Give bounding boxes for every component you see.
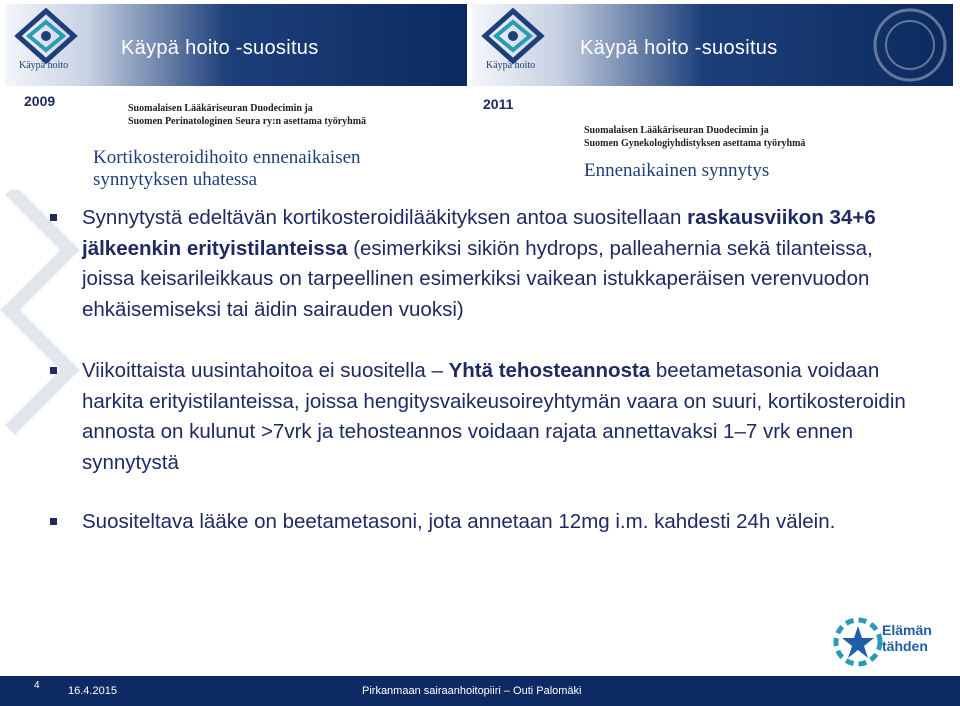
recommendation-title-2011: Ennenaikainen synnytys <box>584 160 770 181</box>
banner-2011 <box>472 4 953 86</box>
footer-organization: Pirkanmaan sairaanhoitopiiri – Outi Palomäki <box>362 685 582 697</box>
bullet-text: Synnytystä edeltävän kortikosteroidilääkityksen antoa suositellaan <box>82 206 682 229</box>
bullet-list <box>48 203 928 538</box>
duodecim-seal-icon <box>871 6 949 84</box>
society-line: Suomen Gynekologiyhdistyksen asettama työryhmä <box>584 138 806 149</box>
bullet-text: Viikoittaista uusintahoitoa ei suositella – <box>82 359 443 382</box>
bullet-square-icon <box>50 367 57 374</box>
banner-title: Käypä hoito -suositus <box>121 37 319 59</box>
bullet-text: Suositeltava lääke on beetametasoni, jota annetaan 12mg i.m. kahdesti 24h välein. <box>82 510 836 533</box>
elaman-tahden-logo <box>826 614 956 670</box>
footer-bar <box>0 676 960 706</box>
society-line: Suomalaisen Lääkäriseuran Duodecimin ja <box>128 103 313 114</box>
brand-line: tähden <box>882 638 928 654</box>
footer-date: 16.4.2015 <box>68 685 117 697</box>
logo-text: Käypä hoito <box>486 60 536 71</box>
society-line: Suomalaisen Lääkäriseuran Duodecimin ja <box>584 125 769 136</box>
year-2009: 2009 <box>24 93 56 109</box>
bullet-item <box>48 507 928 538</box>
brand-line: Elämän <box>882 622 932 638</box>
slide-number: 4 <box>34 680 40 691</box>
bullet-bold-text: raskausviikon 34+6 jälkeenkin erityistilanteissa <box>82 206 876 260</box>
title-line: synnytyksen uhatessa <box>93 169 258 190</box>
year-2011: 2011 <box>483 96 514 112</box>
bullet-text: beetametasonia voidaan harkita erityistilanteissa, joissa hengitysvaikeusoireyhtymän vaara on suuri, kortikosteroidin annosta on kulunut >7vrk ja tehosteannos voidaan rajata annettavaksi 1–7 vrk ennen synnytystä <box>82 359 906 474</box>
bullet-text: (esimerkiksi sikiön hydrops, palleahernia sekä tilanteissa, joissa keisarileikkaus on tarpeellinen esimerkiksi vaikean istukkaperäisen verenvuodon ehkäisemiseksi tai äidin sairauden vuoksi) <box>82 236 873 321</box>
logo-text: Käypä hoito <box>19 60 69 71</box>
society-2009 <box>128 102 366 128</box>
star-logo-icon <box>832 616 884 668</box>
bullet-item <box>48 356 928 478</box>
elaman-tahden-text <box>882 622 932 654</box>
society-line: Suomen Perinatologinen Seura ry:n asettama työryhmä <box>128 116 367 127</box>
banner-2009 <box>5 4 467 86</box>
recommendation-title-2009 <box>93 147 361 191</box>
bullet-square-icon <box>50 214 57 221</box>
bullet-square-icon <box>50 518 57 525</box>
bullet-bold-text: Yhtä tehosteannosta <box>448 359 651 382</box>
bullet-item <box>48 203 928 325</box>
society-2011 <box>584 124 805 150</box>
banner-title: Käypä hoito -suositus <box>580 37 778 59</box>
title-line: Kortikosteroidihoito ennenaikaisen <box>93 147 361 168</box>
